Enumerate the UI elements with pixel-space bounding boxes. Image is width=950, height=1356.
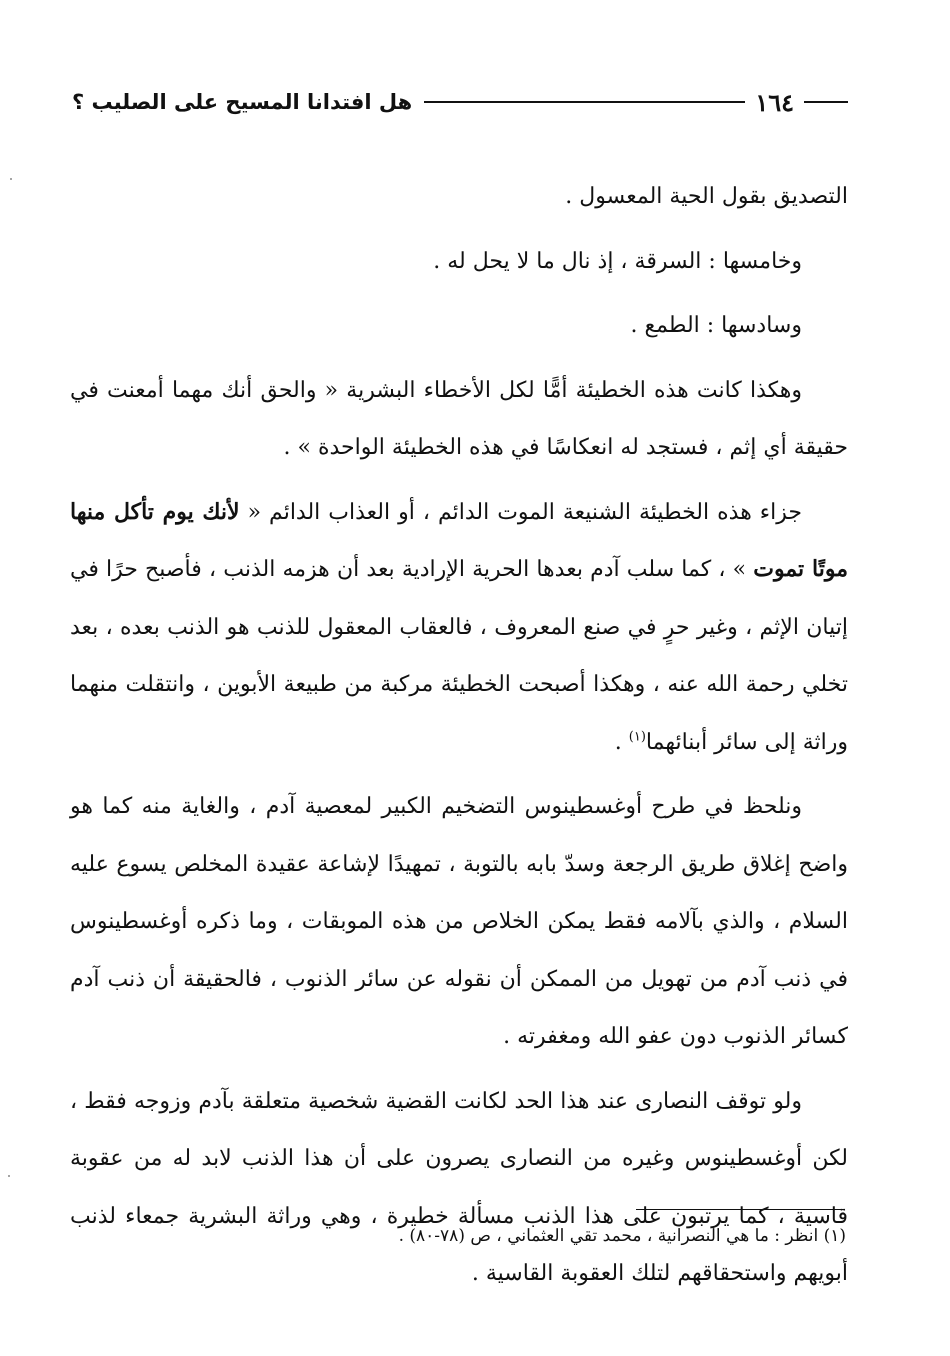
paragraph-5-end: .: [614, 729, 629, 755]
page-number: ١٦٤: [755, 87, 794, 117]
paragraph-3: وسادسها : الطمع .: [630, 313, 802, 338]
header-rule-long: [424, 101, 745, 103]
running-title: هل افتدانا المسيح على الصليب ؟: [72, 90, 413, 114]
footnote-separator: [636, 1209, 844, 1210]
scan-speck: [10, 178, 12, 180]
paragraph-4: وهكذا كانت هذه الخطيئة أمًّا لكل الأخطاء البشرية « والحق أنك مهما أمعنت في حقيقة أي إثم ، فستجد له انعكاسًا في هذه الخطيئة الواحدة » .: [70, 377, 848, 460]
scan-speck: [8, 1175, 10, 1177]
paragraph-5-part-a: جزاء هذه الخطيئة الشنيعة الموت الدائم ، أو العذاب الدائم «: [239, 499, 802, 525]
paragraph-5-part-b: » ، كما سلب آدم بعدها الحرية الإرادية بعد أن هزمه الذنب ، فأصبح حرًا في إتيان الإثم ، وغير حرٍ في صنع المعروف ، فالعقاب المعقول للذنب هو الذنب بعده ، بعد تخلي رحمة الله عنه ، وهكذا أصبحت الخطيئة مركبة من طبيعة الأبوين ، وانتقلت منهما وراثة إلى سائر أبنائهما: [70, 557, 848, 755]
main-text: [70, 168, 848, 1303]
paragraph-1: التصديق بقول الحية المعسول .: [565, 184, 848, 209]
paragraph-5: [70, 484, 848, 772]
header-rule-short: [804, 101, 848, 103]
paragraph-6: ونلحظ في طرح أوغسطينوس التضخيم الكبير لمعصية آدم ، والغاية منه كما هو واضح إغلاق طريق الرجعة وسدّ بابه بالتوبة ، تمهيدًا لإشاعة عقيدة المخلص يسوع عليه السلام ، والذي بآلامه فقط يمكن الخلاص من هذه الموبقات ، وما ذكره أوغسطينوس في ذنب آدم من تهويل من الممكن أن نقوله عن سائر الذنوب ، فالحقيقة أن ذنب آدم كسائر الذنوب دون عفو الله ومغفرته .: [70, 794, 848, 1049]
quoted-verse: لأنك يوم تأكل منها موتًا تموت: [70, 498, 848, 582]
footnote: (١) انظر : ما هي النصرانية ، محمد تقي العثماني ، ص (٧٨-٨٠) .: [398, 1226, 846, 1246]
paragraph-7: ولو توقف النصارى عند هذا الحد لكانت القضية شخصية متعلقة بآدم وزوجه فقط ، لكن أوغسطينوس وغيره من النصارى يصرون على أن هذا الذنب لابد له من عقوبة قاسية ، كما يرتبون على هذا الذنب مسألة خطيرة ، وهي وراثة البشرية جمعاء لذنب أبويهم واستحقاقهم لتلك العقوبة القاسية .: [70, 1088, 848, 1286]
paragraph-2: وخامسها : السرقة ، إذ نال ما لا يحل له .: [433, 248, 802, 274]
running-header: [72, 82, 848, 122]
footnote-reference: (١): [628, 729, 646, 745]
